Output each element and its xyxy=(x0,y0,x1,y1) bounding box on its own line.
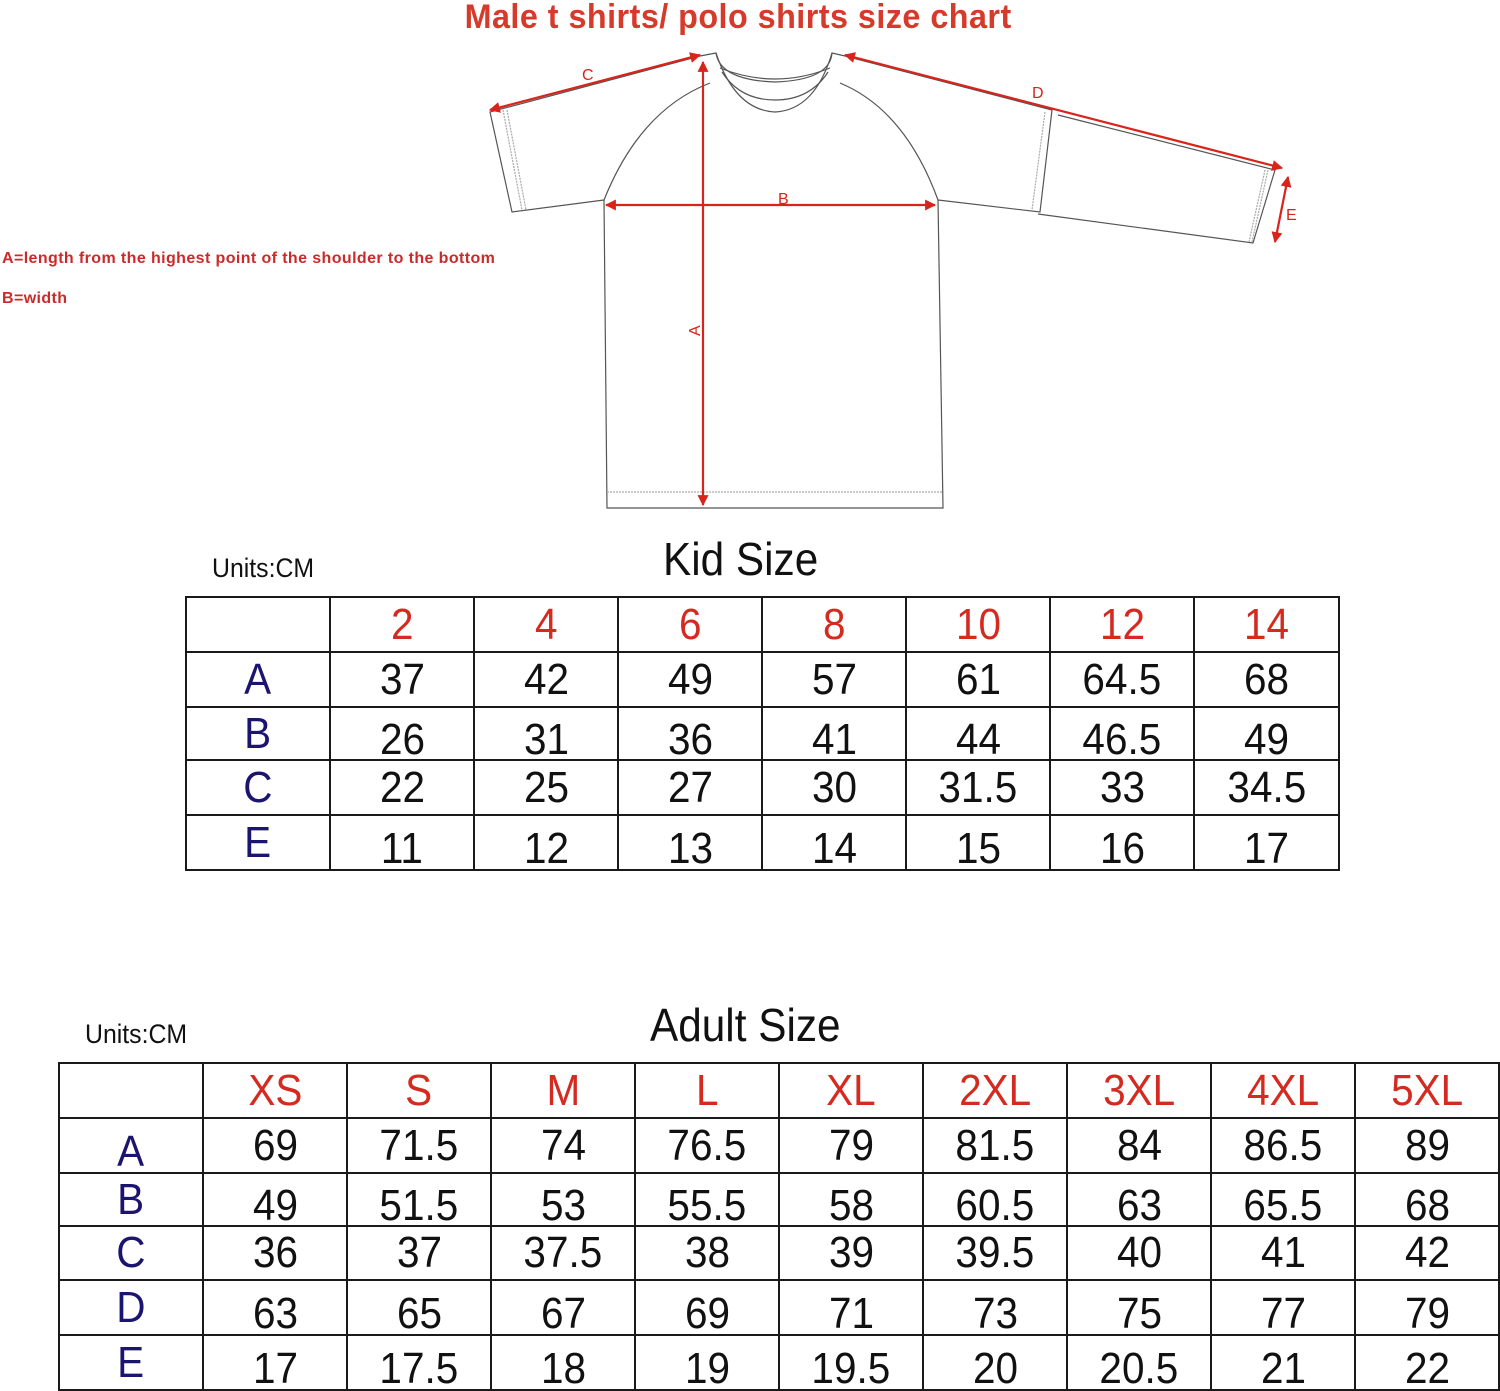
table-cell: 26 xyxy=(330,707,474,760)
table-cell: 39.5 xyxy=(923,1226,1067,1280)
table-cell: 65 xyxy=(347,1280,491,1335)
adult-size-header: L xyxy=(635,1063,779,1118)
table-cell: 60.5 xyxy=(923,1173,1067,1226)
table-row xyxy=(186,707,1339,760)
table-cell: 22 xyxy=(330,760,474,815)
kid-size-header: 10 xyxy=(906,597,1050,652)
table-cell: 57 xyxy=(762,652,906,707)
table-cell: 11 xyxy=(330,815,474,870)
table-cell: 75 xyxy=(1067,1280,1211,1335)
kid-units-label: Units:CM xyxy=(212,553,315,583)
row-label: C xyxy=(59,1226,203,1280)
table-cell: 42 xyxy=(474,652,618,707)
table-cell: 79 xyxy=(1355,1280,1499,1335)
table-cell: 40 xyxy=(1067,1226,1211,1280)
adult-size-table xyxy=(58,1062,1500,1391)
table-cell: 18 xyxy=(491,1335,635,1390)
kid-header-row xyxy=(186,597,1339,652)
table-cell: 63 xyxy=(203,1280,347,1335)
table-cell: 13 xyxy=(618,815,762,870)
row-label: A xyxy=(186,652,330,707)
row-label: E xyxy=(186,815,330,870)
table-row xyxy=(186,815,1339,870)
adult-size-header: XS xyxy=(203,1063,347,1118)
table-cell: 17 xyxy=(203,1335,347,1390)
kid-corner-cell xyxy=(186,597,330,652)
row-label: D xyxy=(59,1280,203,1335)
table-cell: 15 xyxy=(906,815,1050,870)
label-b: B xyxy=(778,191,789,208)
adult-size-header: S xyxy=(347,1063,491,1118)
table-cell: 34.5 xyxy=(1194,760,1339,815)
table-cell: 49 xyxy=(203,1173,347,1226)
table-cell: 31 xyxy=(474,707,618,760)
table-cell: 51.5 xyxy=(347,1173,491,1226)
table-cell: 64.5 xyxy=(1050,652,1194,707)
table-cell: 25 xyxy=(474,760,618,815)
table-cell: 31.5 xyxy=(906,760,1050,815)
table-cell: 27 xyxy=(618,760,762,815)
table-cell: 67 xyxy=(491,1280,635,1335)
table-row xyxy=(59,1226,1499,1280)
adult-header-row xyxy=(59,1063,1499,1118)
table-cell: 69 xyxy=(635,1280,779,1335)
legend-a-definition: A=length from the highest point of the shoulder to the bottom xyxy=(2,250,496,267)
adult-size-header: XL xyxy=(779,1063,923,1118)
table-cell: 33 xyxy=(1050,760,1194,815)
table-cell: 41 xyxy=(762,707,906,760)
table-cell: 79 xyxy=(779,1118,923,1173)
table-row xyxy=(186,652,1339,707)
table-cell: 46.5 xyxy=(1050,707,1194,760)
table-cell: 14 xyxy=(762,815,906,870)
table-cell: 19 xyxy=(635,1335,779,1390)
row-label: B xyxy=(186,707,330,760)
table-row xyxy=(59,1335,1499,1390)
table-row xyxy=(59,1118,1499,1173)
adult-size-header: 3XL xyxy=(1067,1063,1211,1118)
table-cell: 22 xyxy=(1355,1335,1499,1390)
label-c: C xyxy=(582,67,594,84)
table-cell: 86.5 xyxy=(1211,1118,1355,1173)
table-cell: 21 xyxy=(1211,1335,1355,1390)
table-cell: 84 xyxy=(1067,1118,1211,1173)
kid-size-header: 2 xyxy=(330,597,474,652)
adult-units-label: Units:CM xyxy=(85,1019,188,1049)
kid-size-header: 14 xyxy=(1194,597,1339,652)
table-cell: 71 xyxy=(779,1280,923,1335)
table-cell: 58 xyxy=(779,1173,923,1226)
table-cell: 42 xyxy=(1355,1226,1499,1280)
label-d: D xyxy=(1032,85,1044,102)
label-a: A xyxy=(687,325,704,336)
table-cell: 74 xyxy=(491,1118,635,1173)
kid-size-table xyxy=(185,596,1340,871)
table-cell: 49 xyxy=(618,652,762,707)
kid-size-title: Kid Size xyxy=(663,533,819,585)
adult-size-title: Adult Size xyxy=(650,999,841,1051)
table-cell: 61 xyxy=(906,652,1050,707)
row-label: E xyxy=(59,1335,203,1390)
row-label: B xyxy=(59,1173,203,1226)
adult-size-header: M xyxy=(491,1063,635,1118)
table-cell: 44 xyxy=(906,707,1050,760)
table-cell: 69 xyxy=(203,1118,347,1173)
adult-corner-cell xyxy=(59,1063,203,1118)
table-cell: 73 xyxy=(923,1280,1067,1335)
table-cell: 36 xyxy=(203,1226,347,1280)
table-cell: 38 xyxy=(635,1226,779,1280)
adult-size-header: 4XL xyxy=(1211,1063,1355,1118)
measurement-arrows xyxy=(490,55,1288,505)
table-cell: 12 xyxy=(474,815,618,870)
kid-size-header: 6 xyxy=(618,597,762,652)
table-cell: 76.5 xyxy=(635,1118,779,1173)
kid-size-header: 8 xyxy=(762,597,906,652)
page-title: Male t shirts/ polo shirts size chart xyxy=(464,0,1012,36)
table-cell: 53 xyxy=(491,1173,635,1226)
arrow-d xyxy=(845,55,1282,168)
table-cell: 41 xyxy=(1211,1226,1355,1280)
adult-size-header: 2XL xyxy=(923,1063,1067,1118)
table-cell: 20.5 xyxy=(1067,1335,1211,1390)
table-cell: 36 xyxy=(618,707,762,760)
legend-b-definition: B=width xyxy=(2,290,68,307)
table-cell: 63 xyxy=(1067,1173,1211,1226)
table-cell: 17 xyxy=(1194,815,1339,870)
table-cell: 77 xyxy=(1211,1280,1355,1335)
table-row xyxy=(59,1280,1499,1335)
table-cell: 81.5 xyxy=(923,1118,1067,1173)
row-label: C xyxy=(186,760,330,815)
table-cell: 68 xyxy=(1355,1173,1499,1226)
table-cell: 65.5 xyxy=(1211,1173,1355,1226)
table-cell: 20 xyxy=(923,1335,1067,1390)
table-cell: 37.5 xyxy=(491,1226,635,1280)
table-cell: 17.5 xyxy=(347,1335,491,1390)
table-row xyxy=(59,1173,1499,1226)
table-row xyxy=(186,760,1339,815)
table-cell: 71.5 xyxy=(347,1118,491,1173)
table-cell: 89 xyxy=(1355,1118,1499,1173)
table-cell: 49 xyxy=(1194,707,1339,760)
table-cell: 19.5 xyxy=(779,1335,923,1390)
kid-size-header: 12 xyxy=(1050,597,1194,652)
table-cell: 16 xyxy=(1050,815,1194,870)
table-cell: 30 xyxy=(762,760,906,815)
label-e: E xyxy=(1286,207,1297,224)
table-cell: 37 xyxy=(330,652,474,707)
shirt-measurement-diagram xyxy=(0,0,1500,520)
shirt-outline xyxy=(490,53,1275,508)
table-cell: 55.5 xyxy=(635,1173,779,1226)
table-cell: 68 xyxy=(1194,652,1339,707)
adult-size-header: 5XL xyxy=(1355,1063,1499,1118)
arrow-c xyxy=(490,55,700,110)
table-cell: 37 xyxy=(347,1226,491,1280)
kid-size-header: 4 xyxy=(474,597,618,652)
table-cell: 39 xyxy=(779,1226,923,1280)
row-label: A xyxy=(59,1118,203,1173)
